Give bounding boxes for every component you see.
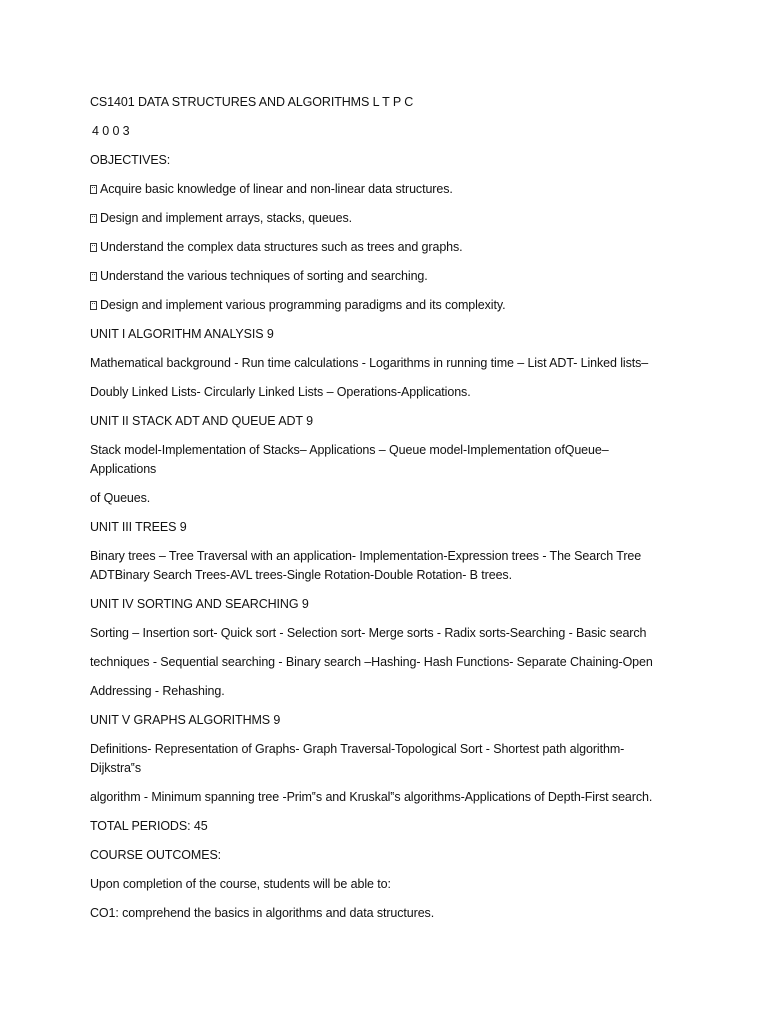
unit5-heading: UNIT V GRAPHS ALGORITHMS 9 xyxy=(90,713,281,727)
unit4-line3: Addressing - Rehashing. xyxy=(90,684,225,698)
unit1-heading: UNIT I ALGORITHM ANALYSIS 9 xyxy=(90,327,274,341)
unit1-line1: Mathematical background - Run time calculations - Logarithms in running time – List ADT- Linked lists– xyxy=(90,356,649,370)
unit5-line2: Dijkstra‟s xyxy=(90,761,142,775)
course-credits: 4 0 0 3 xyxy=(92,124,130,138)
unit2-line2: Applications xyxy=(90,462,157,476)
objective-item xyxy=(90,180,690,199)
objective-item xyxy=(90,267,690,286)
objectives-heading: OBJECTIVES: xyxy=(90,153,171,167)
objective-text: Understand the various techniques of sorting and searching. xyxy=(100,269,428,283)
outcomes-heading: COURSE OUTCOMES: xyxy=(90,848,222,862)
objective-text: Design and implement arrays, stacks, queues. xyxy=(100,211,352,225)
bullet-glyph-icon xyxy=(90,272,97,281)
objective-text: Design and implement various programming paradigms and its complexity. xyxy=(100,298,506,312)
unit3-line1: Binary trees – Tree Traversal with an application- Implementation-Expression trees - The Search Tree xyxy=(90,549,642,563)
objective-text: Understand the complex data structures such as trees and graphs. xyxy=(100,240,463,254)
unit5-line1: Definitions- Representation of Graphs- Graph Traversal-Topological Sort - Shortest path algorithm- xyxy=(90,742,625,756)
unit2-line3: of Queues. xyxy=(90,491,151,505)
objective-text: Acquire basic knowledge of linear and non-linear data structures. xyxy=(100,182,453,196)
objective-item xyxy=(90,296,690,315)
unit1-line2: Doubly Linked Lists- Circularly Linked Lists – Operations-Applications. xyxy=(90,385,471,399)
objective-item xyxy=(90,238,690,257)
unit2-heading: UNIT II STACK ADT AND QUEUE ADT 9 xyxy=(90,414,313,428)
course-title: CS1401 DATA STRUCTURES AND ALGORITHMS L T P C xyxy=(90,95,414,109)
unit2-line1: Stack model-Implementation of Stacks– Applications – Queue model-Implementation ofQueue– xyxy=(90,443,609,457)
unit4-line1: Sorting – Insertion sort- Quick sort - Selection sort- Merge sorts - Radix sorts-Searching - Basic search xyxy=(90,626,647,640)
unit5-line3: algorithm - Minimum spanning tree -Prim‟s and Kruskal‟s algorithms-Applications of Depth-First search. xyxy=(90,790,653,804)
bullet-glyph-icon xyxy=(90,301,97,310)
unit3-heading: UNIT III TREES 9 xyxy=(90,520,187,534)
bullet-glyph-icon xyxy=(90,185,97,194)
outcomes-intro: Upon completion of the course, students will be able to: xyxy=(90,877,391,891)
bullet-glyph-icon xyxy=(90,243,97,252)
outcome-co1: CO1: comprehend the basics in algorithms and data structures. xyxy=(90,906,435,920)
total-periods: TOTAL PERIODS: 45 xyxy=(90,819,208,833)
bullet-glyph-icon xyxy=(90,214,97,223)
unit3-line2: ADTBinary Search Trees-AVL trees-Single Rotation-Double Rotation- B trees. xyxy=(90,568,512,582)
unit4-heading: UNIT IV SORTING AND SEARCHING 9 xyxy=(90,597,309,611)
unit4-line2: techniques - Sequential searching - Binary search –Hashing- Hash Functions- Separate Chaining-Open xyxy=(90,655,653,669)
objective-item xyxy=(90,209,690,228)
